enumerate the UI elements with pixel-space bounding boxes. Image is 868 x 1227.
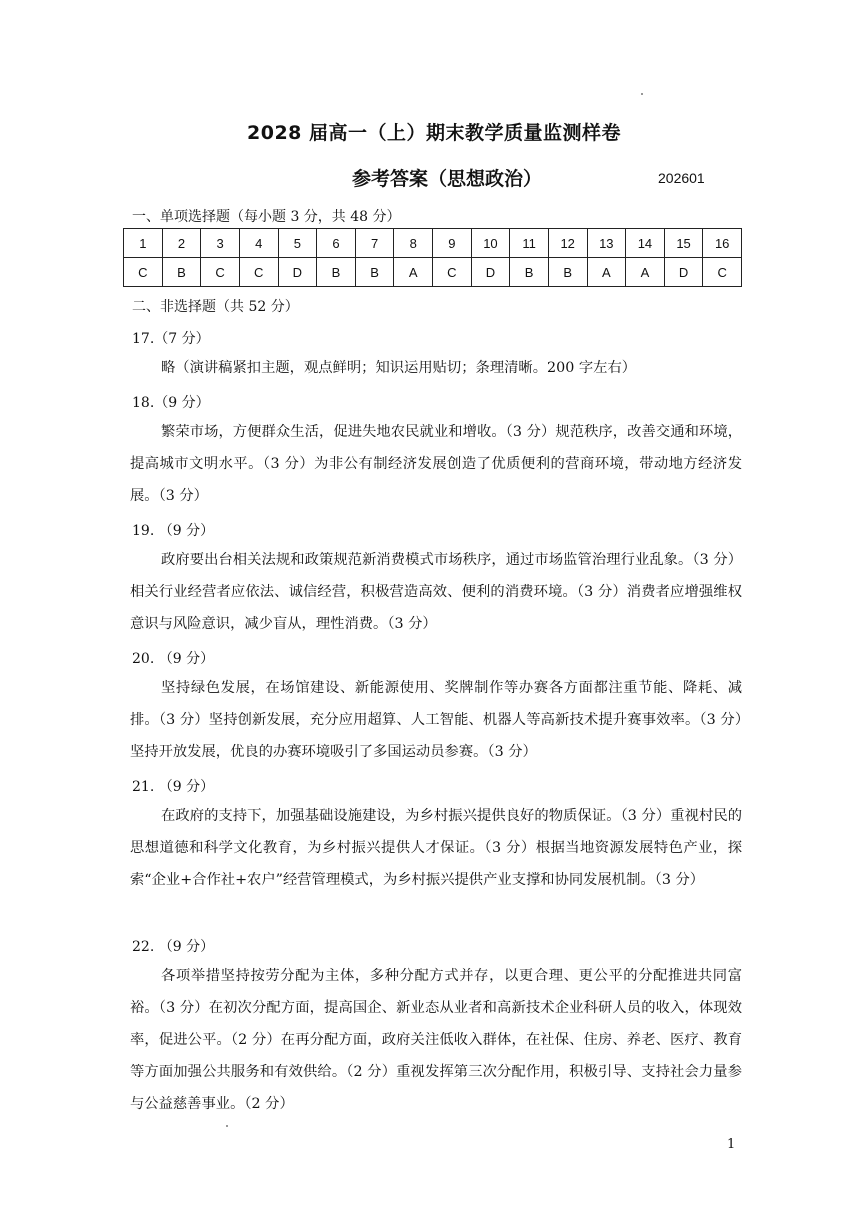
question-number-cell: 10 [471,229,510,258]
question-number-cell: 15 [664,229,703,258]
exam-code: 202601 [658,170,705,186]
answer-cell: D [278,258,317,287]
question-number-cell: 9 [433,229,472,258]
answer-table [123,228,742,287]
answer-cell: B [162,258,201,287]
question-number-cell: 13 [587,229,626,258]
question-number-cell: 2 [162,229,201,258]
answer-cell: C [703,258,742,287]
question-number-cell: 4 [239,229,278,258]
question-number-cell: 8 [394,229,433,258]
speck-mark [226,1125,228,1127]
answer-text: 政府要出台相关法规和政策规范新消费模式市场秩序，通过市场监管治理行业乱象。（3 分）相关行业经营者应依法、诚信经营，积极营造高效、便利的消费环境。（3 分）消费者应增强维权意识与风险意识，减少盲从，理性消费。（3 分） [130,552,742,632]
question-heading: 20. （9 分） [132,651,215,667]
question-number-cell: 16 [703,229,742,258]
answer-cell: A [587,258,626,287]
question-heading: 17.（7 分） [132,331,210,347]
answer-cell: C [239,258,278,287]
question-number-cell: 11 [510,229,549,258]
question-heading: 18.（9 分） [132,395,210,411]
question-heading: 21. （9 分） [132,779,215,795]
question-number-cell: 3 [201,229,240,258]
answer-text: 坚持绿色发展，在场馆建设、新能源使用、奖牌制作等办赛各方面都注重节能、降耗、减排。（3 分）坚持创新发展，充分应用超算、人工智能、机器人等高新技术提升赛事效率。（3 分）坚持开放发展，优良的办赛环境吸引了多国运动员参赛。（3 分） [130,680,742,760]
question-number-cell: 12 [548,229,587,258]
question-number-cell: 14 [626,229,665,258]
page-subtitle: 参考答案（思想政治） [352,168,543,190]
answer-text: 略（演讲稿紧扣主题，观点鲜明；知识运用贴切；条理清晰。200 字左右） [161,360,637,376]
answer-cell: D [471,258,510,287]
answer-cell: B [355,258,394,287]
question-number-cell: 6 [317,229,356,258]
page-number: 1 [727,1137,736,1152]
page-title: 2028 届高一（上）期末教学质量监测样卷 [247,122,621,144]
answer-cell: A [626,258,665,287]
question-number-cell: 7 [355,229,394,258]
answer-cell: C [201,258,240,287]
answer-cell: C [124,258,163,287]
section-heading-nonchoice: 二、非选择题（共 52 分） [132,299,299,315]
question-heading: 19. （9 分） [132,523,215,539]
answer-cell: D [664,258,703,287]
answer-cell: A [394,258,433,287]
question-heading: 22. （9 分） [132,939,215,955]
section-heading-choice: 一、单项选择题（每小题 3 分，共 48 分） [132,209,401,225]
answer-cell: B [510,258,549,287]
question-number-cell: 5 [278,229,317,258]
answer-cell: C [433,258,472,287]
answer-cell: B [317,258,356,287]
speck-mark [641,93,643,95]
answer-text: 各项举措坚持按劳分配为主体，多种分配方式并存，以更合理、更公平的分配推进共同富裕。（3 分）在初次分配方面，提高国企、新业态从业者和高新技术企业科研人员的收入，体现效率，促进公平。（2 分）在再分配方面，政府关注低收入群体，在社保、住房、养老、医疗、教育等方面加强公共服务和有效供给。（2 分）重视发挥第三次分配作用，积极引导、支持社会力量参与公益慈善事业。（2 分） [130,968,742,1112]
question-number-cell: 1 [124,229,163,258]
answer-cell: B [548,258,587,287]
answer-text: 繁荣市场，方便群众生活，促进失地农民就业和增收。（3 分）规范秩序，改善交通和环境，提高城市文明水平。（3 分）为非公有制经济发展创造了优质便利的营商环境，带动地方经济发展。（3 分） [130,424,742,504]
answer-text: 在政府的支持下，加强基础设施建设，为乡村振兴提供良好的物质保证。（3 分）重视村民的思想道德和科学文化教育，为乡村振兴提供人才保证。（3 分）根据当地资源发展特色产业，探索“企业+合作社+农户”经营管理模式，为乡村振兴提供产业支撑和协同发展机制。（3 分） [130,808,742,888]
question-number-row [124,229,742,258]
answer-row [124,258,742,287]
